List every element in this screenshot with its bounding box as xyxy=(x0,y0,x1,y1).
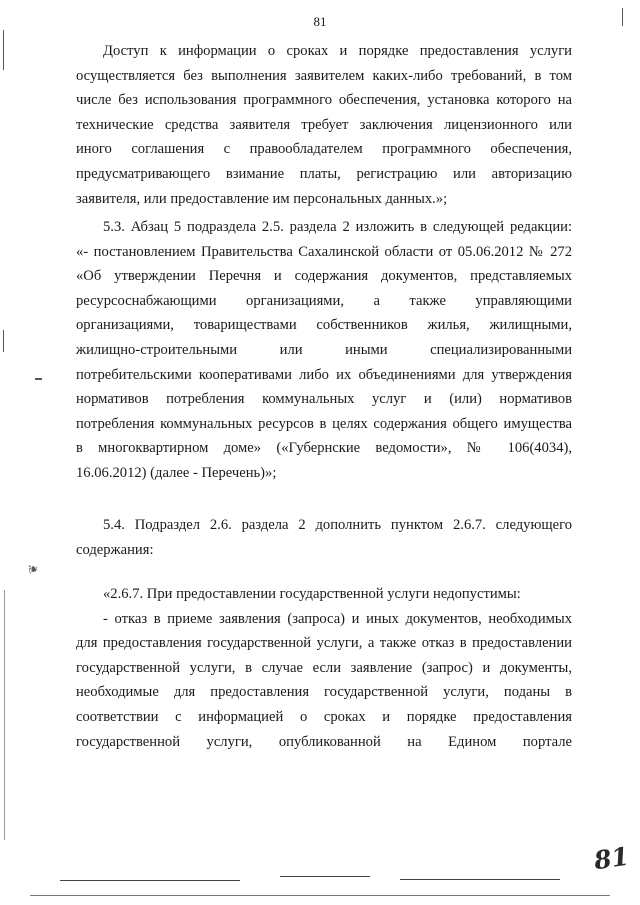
paragraph-2-6-7 xyxy=(76,582,572,754)
scan-artifact xyxy=(280,876,370,877)
text-line: государственной услуги, в случае если заявление (запрос) и документы, xyxy=(76,659,572,676)
text-line: «Об утверждении Перечня и содержания документов, представляемых xyxy=(76,268,572,285)
paragraph-5-4 xyxy=(76,513,572,562)
text-line: предусматривающего взимание платы, регистрацию или авторизацию xyxy=(76,165,572,182)
handwritten-page-number: 81 xyxy=(592,841,631,876)
text-line: «- постановлением Правительства Сахалинской области от 05.06.2012 № 272 xyxy=(76,243,572,260)
text-line: заявителя, или предоставление им персональных данных.»; xyxy=(76,190,448,207)
text-line: для предоставления государственной услуги, а также отказ в предоставлении xyxy=(76,635,572,652)
text-line: потребительскими кооперативами либо их объединениями для утверждения xyxy=(76,366,572,383)
scan-artifact xyxy=(30,895,610,896)
text-line: необходимые для предоставления государственной услуги, поданы в xyxy=(76,684,572,701)
text-line: ресурсоснабжающими организациями, а также управляющими xyxy=(76,292,572,309)
margin-mark xyxy=(622,8,623,26)
text-line: - отказ в приеме заявления (запроса) и иных документов, необходимых xyxy=(103,610,572,627)
scan-artifact xyxy=(400,879,560,880)
margin-mark xyxy=(35,378,42,380)
text-line: Доступ к информации о сроках и порядке предоставления услуги xyxy=(103,43,572,59)
text-line: технические средства заявителя требует заключения лицензионного или xyxy=(76,116,572,133)
text-line: нормативов потребления коммунальных услуг и (или) нормативов xyxy=(76,391,572,408)
text-line: 5.3. Абзац 5 подраздела 2.5. раздела 2 изложить в следующей редакции: xyxy=(103,219,572,235)
text-line: жилищно-строительными или иными специализированными xyxy=(76,341,572,358)
text-line: числе без использования программного обеспечения, установка которого на xyxy=(76,92,572,109)
scan-artifact xyxy=(60,880,240,881)
margin-mark xyxy=(3,30,4,70)
paragraph-5-3 xyxy=(76,215,572,486)
text-line: осуществляется без выполнения заявителем каких-либо требований, в том xyxy=(76,67,572,84)
text-line: соответствии с информацией о сроках и порядке предоставления xyxy=(76,708,572,725)
paragraph-access-info xyxy=(76,39,572,211)
text-line: «2.6.7. При предоставлении государственной услуги недопустимы: xyxy=(103,586,521,602)
text-line: 16.06.2012) (далее - Перечень)»; xyxy=(76,464,277,481)
text-line: 5.4. Подраздел 2.6. раздела 2 дополнить пунктом 2.6.7. следующего xyxy=(103,517,572,533)
margin-mark xyxy=(3,330,4,352)
text-line: государственной услуги, опубликованной на Едином портале xyxy=(76,733,572,750)
text-line: содержания: xyxy=(76,541,154,558)
text-line: организациями, товариществами собственников жилья, жилищными, xyxy=(76,317,572,334)
text-line: потребления коммунальных ресурсов в целях содержания общего имущества xyxy=(76,415,572,432)
margin-mark xyxy=(4,590,5,840)
page-number: 81 xyxy=(313,14,327,29)
stamp-mark-icon: ❦ xyxy=(26,563,41,575)
text-line: в многоквартирном доме» («Губернские ведомости», № 106(4034), xyxy=(76,440,572,457)
text-line: иного соглашения с правообладателем программного обеспечения, xyxy=(76,141,572,158)
